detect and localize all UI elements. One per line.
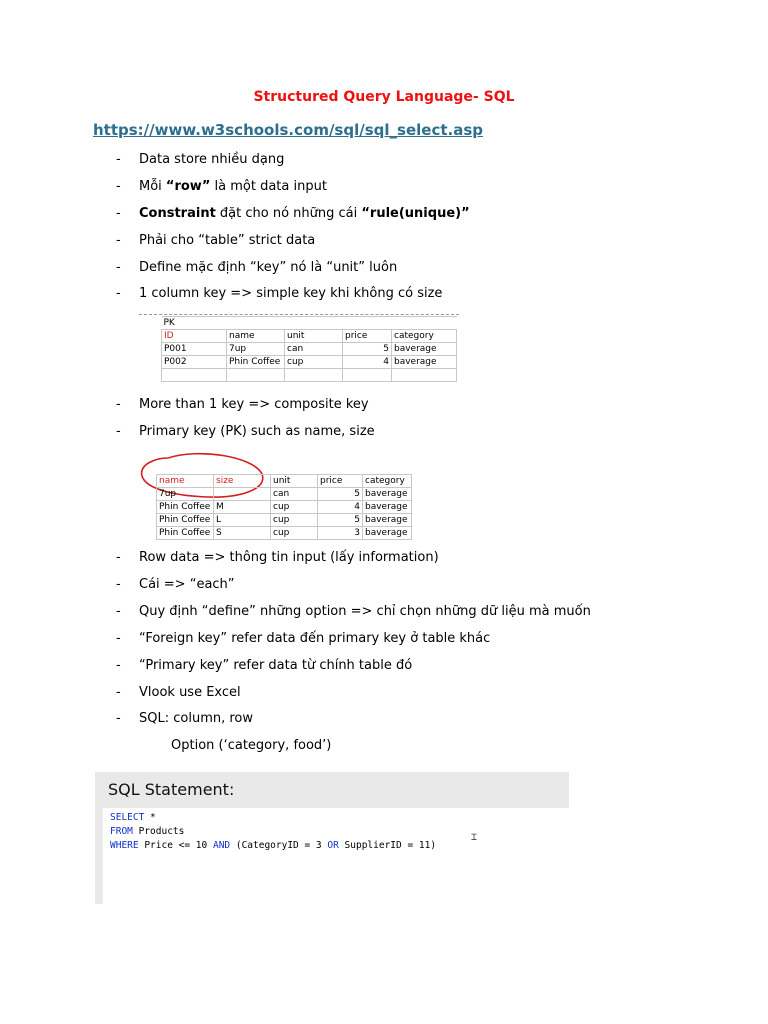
page-title: Structured Query Language- SQL [253, 89, 515, 105]
bullet-dash: - [116, 233, 121, 248]
table-row [157, 488, 412, 501]
table-cell: baverage [392, 356, 457, 369]
table-cell: 4 [343, 356, 392, 369]
bullet-dash: - [116, 152, 121, 167]
list-item-text: 1 column key => simple key khi không có size [139, 286, 443, 301]
table-cell: Phin Coffee [157, 514, 214, 527]
bullet-dash: - [116, 286, 121, 301]
table-row [162, 369, 457, 382]
table-header: category [392, 330, 457, 343]
table-row [162, 356, 457, 369]
table-cell: 5 [318, 488, 363, 501]
table-cell: can [271, 488, 318, 501]
table-cell: cup [271, 514, 318, 527]
list-item-text: “Primary key” refer data từ chính table đó [139, 658, 413, 673]
text-cursor-icon: ⌶ [471, 832, 478, 843]
table-cell: S [214, 527, 271, 540]
table-cell: 3 [318, 527, 363, 540]
list-item-text: Mỗi “row” là một data input [139, 179, 327, 194]
bullet-dash: - [116, 260, 121, 275]
code-line: WHERE Price <= 10 AND (CategoryID = 3 OR SupplierID = 11) [110, 840, 437, 851]
table-cell: M [214, 501, 271, 514]
table-header-row [162, 330, 457, 343]
table-header-row [157, 475, 412, 488]
sql-heading: SQL Statement: [108, 780, 235, 799]
table-header: ID [162, 330, 227, 343]
list-item-text: Quy định “define” những option => chỉ chọn những dữ liệu mà muốn [139, 604, 591, 619]
bullet-dash: - [116, 711, 121, 726]
table-cell: 7up [157, 488, 214, 501]
table-row [162, 343, 457, 356]
table-cell: 4 [318, 501, 363, 514]
table-cell: baverage [363, 514, 412, 527]
table-cell: 5 [343, 343, 392, 356]
table-cell [162, 369, 227, 382]
table-cell: baverage [392, 343, 457, 356]
table-cell: Phin Coffee [157, 527, 214, 540]
list-item-text: SQL: column, row [139, 711, 254, 726]
list-item-text: Data store nhiều dạng [139, 152, 285, 167]
excel-table-composite-key [138, 450, 428, 546]
table-cell: P001 [162, 343, 227, 356]
table-cell: baverage [363, 527, 412, 540]
table-cell [392, 369, 457, 382]
w3schools-link[interactable]: https://www.w3schools.com/sql/sql_select.asp [93, 121, 483, 139]
list-item-text: Phải cho “table” strict data [139, 233, 316, 248]
list-item-text: “Foreign key” refer data đến primary key ở table khác [139, 631, 491, 646]
table-header: size [214, 475, 271, 488]
list-item-text: More than 1 key => composite key [139, 397, 369, 412]
table-cell: cup [285, 356, 343, 369]
table-header: unit [285, 330, 343, 343]
table-header: category [363, 475, 412, 488]
table-header: name [157, 475, 214, 488]
list-item-text: Row data => thông tin input (lấy information) [139, 550, 439, 565]
table-cell: 7up [227, 343, 285, 356]
table-cell: baverage [363, 501, 412, 514]
code-line: SELECT * [110, 812, 156, 823]
table-cell: baverage [363, 488, 412, 501]
list-item-text: Cái => “each” [139, 577, 235, 592]
table-cell [343, 369, 392, 382]
table-header: price [318, 475, 363, 488]
table-cell [214, 488, 271, 501]
sql-statement-panel [95, 772, 569, 904]
table-header: price [343, 330, 392, 343]
code-line: FROM Products [110, 826, 185, 837]
sql-code-editor[interactable] [103, 808, 569, 904]
table-row [157, 501, 412, 514]
table-cell: L [214, 514, 271, 527]
list-item-text: Define mặc định “key” nó là “unit” luôn [139, 260, 398, 275]
table-cell: Phin Coffee [157, 501, 214, 514]
table-cell: cup [271, 501, 318, 514]
bullet-dash: - [116, 658, 121, 673]
list-item-text: Primary key (PK) such as name, size [139, 424, 375, 439]
table-cell [285, 369, 343, 382]
bullet-dash: - [116, 397, 121, 412]
table-row [157, 514, 412, 527]
table-row [157, 527, 412, 540]
bullet-dash: - [116, 179, 121, 194]
bullet-dash: - [116, 631, 121, 646]
excel-table-simple-key [139, 310, 459, 388]
table-cell: Phin Coffee [227, 356, 285, 369]
option-line: Option (‘category, food’) [171, 738, 332, 753]
bullet-dash: - [116, 550, 121, 565]
bullet-dash: - [116, 604, 121, 619]
table-cell: 5 [318, 514, 363, 527]
table-cell [227, 369, 285, 382]
table-label-pk: PK [162, 317, 457, 330]
table-cell: cup [271, 527, 318, 540]
bullet-dash: - [116, 685, 121, 700]
table-header: name [227, 330, 285, 343]
bullet-dash: - [116, 577, 121, 592]
table-header: unit [271, 475, 318, 488]
bullet-dash: - [116, 424, 121, 439]
list-item-text: Vlook use Excel [139, 685, 241, 700]
bullet-dash: - [116, 206, 121, 221]
list-item-text: Constraint đặt cho nó những cái “rule(unique)” [139, 206, 470, 221]
table-cell: can [285, 343, 343, 356]
table-cell: P002 [162, 356, 227, 369]
